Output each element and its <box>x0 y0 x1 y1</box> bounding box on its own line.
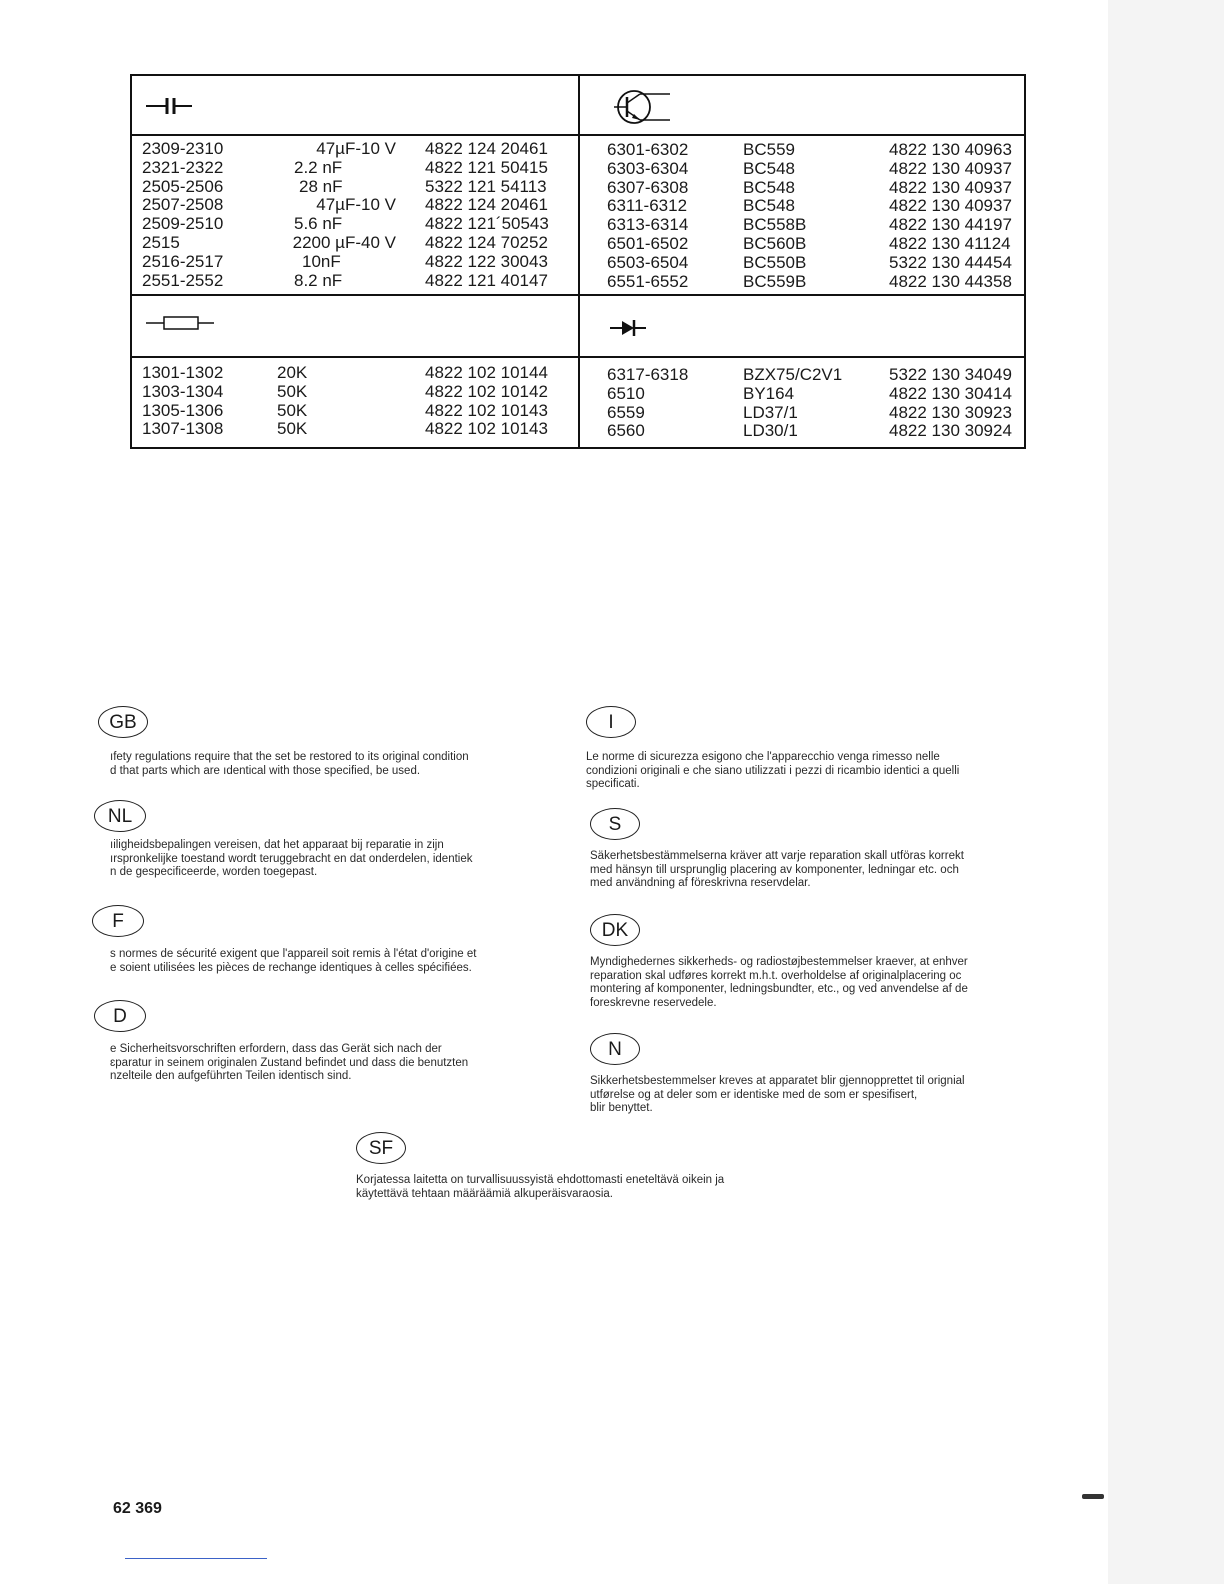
part-ref: 2516-2517 <box>142 251 224 271</box>
part-code: 4822 121 40147 <box>425 270 548 290</box>
diode-list <box>607 366 1022 441</box>
table-row <box>607 160 1022 179</box>
transistor-symbol-icon <box>612 88 672 126</box>
language-badge-nl: NL <box>94 800 146 832</box>
text-line: utførelse og at deler som er identiske med de som er spesifisert, <box>590 1088 918 1101</box>
part-ref: 1301-1302 <box>142 363 224 382</box>
part-code: 4822 102 10144 <box>425 363 548 382</box>
part-ref: 6501-6502 <box>607 233 689 253</box>
part-ref: 2515 <box>142 232 180 252</box>
part-ref: 6311-6312 <box>607 196 688 216</box>
part-ref: 1303-1304 <box>142 381 224 401</box>
safety-text-dk <box>590 956 968 1010</box>
text-line: blir benyttet. <box>590 1102 653 1114</box>
table-row <box>607 235 1022 254</box>
capacitor-list <box>142 140 572 290</box>
part-value: 47µF-10 V <box>316 139 396 158</box>
part-code: 5322 130 34049 <box>889 365 1012 384</box>
table-row <box>142 253 572 272</box>
text-line: Korjatessa laitetta on turvallisuussyistä ehdottomasti eneteltävä oikein ja <box>356 1174 725 1186</box>
part-type: BC560B <box>743 233 807 253</box>
part-type: BC548 <box>743 196 795 216</box>
language-badge-f: F <box>92 905 144 937</box>
part-code: 4822 102 10142 <box>425 381 548 401</box>
row-divider <box>132 134 1024 136</box>
text-line: foreskrevne reservedele. <box>590 996 717 1009</box>
part-code: 4822 121 50415 <box>425 157 548 177</box>
table-row <box>607 216 1022 235</box>
column-divider <box>578 76 580 447</box>
text-line: ɛparatur in seinem originalen Zustand befindet und dass die benutzten <box>110 1056 469 1069</box>
text-line: n de gespecificeerde, worden toegepast. <box>110 866 318 878</box>
text-line: Sikkerhetsbestemmelser kreves at apparatet blir gjennopprettet til orignial <box>590 1075 965 1087</box>
safety-text-i <box>586 751 959 792</box>
part-value: 2.2 nF <box>294 157 343 177</box>
part-value: 20K <box>277 363 308 382</box>
text-line: d that parts which are ıdentical with those specified, be used. <box>110 764 421 777</box>
text-line: condizioni originali e che siano utilizzati i pezzi di ricambio identici a quelli <box>586 764 960 777</box>
language-badge-s: S <box>590 808 640 840</box>
resistor-list <box>142 364 572 439</box>
language-badge-gb: GB <box>98 706 148 738</box>
safety-text-nl <box>110 839 472 880</box>
safety-text-d <box>110 1043 468 1084</box>
part-code: 5322 130 44454 <box>889 252 1012 272</box>
table-row <box>607 273 1022 292</box>
text-line: reparation skal udføres korrekt m.h.t. overholdelse af originalplacering oc <box>590 969 962 982</box>
row-divider <box>132 294 1024 296</box>
safety-text-sf <box>356 1174 724 1201</box>
text-line: med hänsyn till ursprunglig placering av komponenter, ledningar etc. och <box>590 863 959 876</box>
safety-text-s <box>590 850 964 891</box>
part-code: 4822 124 20461 <box>425 139 548 158</box>
part-ref: 2505-2506 <box>142 176 224 196</box>
page-edge-shade <box>1108 0 1224 1584</box>
text-line: ıiligheidsbepalingen vereisen, dat het apparaat bij reparatie in zijn <box>110 839 444 851</box>
text-line: ıfety regulations require that the set be restored to its original condition <box>110 751 469 763</box>
part-value: 50K <box>277 400 308 420</box>
text-line: nzelteile den aufgeführten Teilen identisch sind. <box>110 1070 352 1082</box>
part-ref: 2509-2510 <box>142 214 224 234</box>
part-ref: 6560 <box>607 421 645 441</box>
text-line: med användning af föreskrivna reservdelar. <box>590 877 811 889</box>
part-type: LD30/1 <box>743 421 798 441</box>
part-ref: 6551-6552 <box>607 271 689 291</box>
part-value: 5.6 nF <box>294 214 343 234</box>
table-row <box>142 420 572 439</box>
part-ref: 6503-6504 <box>607 252 689 272</box>
table-row <box>142 159 572 178</box>
row-divider <box>132 356 1024 358</box>
text-line: specificati. <box>586 778 640 790</box>
part-ref: 6301-6302 <box>607 140 689 159</box>
part-ref: 2507-2508 <box>142 195 224 215</box>
safety-text-n <box>590 1075 965 1116</box>
text-line: e Sicherheitsvorschriften erfordern, dass das Gerät sich nach der <box>110 1043 442 1055</box>
table-row <box>142 364 572 383</box>
part-ref: 6559 <box>607 402 645 422</box>
part-ref: 6317-6318 <box>607 365 689 384</box>
diode-symbol-icon <box>608 318 648 338</box>
table-row <box>607 385 1022 404</box>
table-row <box>607 197 1022 216</box>
part-type: BC550B <box>743 252 807 272</box>
table-row <box>607 179 1022 198</box>
part-code: 4822 130 30414 <box>889 383 1012 403</box>
part-code: 5322 121 54113 <box>425 176 547 196</box>
table-row <box>142 140 572 159</box>
text-line: e soient utilisées les pièces de rechange identiques à celles spécifiées. <box>110 961 472 974</box>
text-line: käytettävä tehtaan määräämiä alkuperäisvaraosia. <box>356 1187 613 1200</box>
safety-text-f <box>110 948 476 975</box>
table-row <box>142 178 572 197</box>
language-badge-i: I <box>586 706 636 738</box>
part-code: 4822 124 70252 <box>425 232 548 252</box>
part-type: BC548 <box>743 158 795 178</box>
text-line: Myndighedernes sikkerheds- og radiostøjbestemmelser kraever, at enhver <box>590 956 968 968</box>
language-badge-d: D <box>94 1000 146 1032</box>
part-code: 4822 102 10143 <box>425 419 548 439</box>
transistor-list <box>607 141 1022 291</box>
part-code: 4822 130 30924 <box>889 421 1012 441</box>
language-badge-n: N <box>590 1033 640 1065</box>
text-line: s normes de sécurité exigent que l'appareil soit remis à l'état d'origine et <box>110 948 477 960</box>
part-ref: 6510 <box>607 383 645 403</box>
safety-text-gb <box>110 751 469 778</box>
language-badge-sf: SF <box>356 1132 406 1164</box>
capacitor-symbol-icon <box>144 96 194 116</box>
table-row <box>607 404 1022 423</box>
table-row <box>142 383 572 402</box>
part-type: BZX75/C2V1 <box>743 365 843 384</box>
part-ref: 6313-6314 <box>607 215 689 235</box>
text-line: ırspronkelijke toestand wordt teruggebracht en dat onderdelen, identiek <box>110 852 473 865</box>
part-type: BC559 <box>743 140 795 159</box>
part-value: 50K <box>277 381 308 401</box>
part-type: BC548 <box>743 177 795 197</box>
table-row <box>142 215 572 234</box>
text-line: montering af komponenter, ledningsbundter, etc., og ved anvendelse af de <box>590 983 968 995</box>
part-code: 4822 130 40937 <box>889 158 1012 178</box>
table-row <box>607 141 1022 160</box>
table-row <box>607 366 1022 385</box>
part-value: 8.2 nF <box>294 270 343 290</box>
part-ref: 1305-1306 <box>142 400 224 420</box>
part-value: 28 nF <box>299 176 343 196</box>
table-row <box>142 402 572 421</box>
part-code: 4822 130 40937 <box>889 177 1012 197</box>
table-row <box>142 234 572 253</box>
part-ref: 2309-2310 <box>142 139 224 158</box>
part-code: 4822 130 40937 <box>889 196 1012 216</box>
part-code: 4822 130 40963 <box>889 140 1012 159</box>
part-value: 2200 µF-40 V <box>292 232 396 252</box>
part-code: 4822 130 44358 <box>889 271 1012 291</box>
part-ref: 2551-2552 <box>142 270 224 290</box>
part-ref: 2321-2322 <box>142 157 224 177</box>
part-type: BY164 <box>743 383 795 403</box>
part-code: 4822 122 30043 <box>425 251 548 271</box>
table-row <box>142 272 572 291</box>
part-ref: 1307-1308 <box>142 419 224 439</box>
parts-table <box>130 74 1026 449</box>
table-row <box>607 422 1022 441</box>
text-line: Säkerhetsbestämmelserna kräver att varje reparation skall utföras korrekt <box>590 850 964 862</box>
part-code: 4822 130 30923 <box>889 402 1012 422</box>
part-value: 47µF-10 V <box>316 195 396 215</box>
text-line: Le norme di sicurezza esigono che l'apparecchio venga rimesso nelle <box>586 751 940 763</box>
part-code: 4822 121´50543 <box>425 214 549 234</box>
part-code: 4822 130 41124 <box>889 233 1011 253</box>
table-row <box>142 196 572 215</box>
part-code: 4822 130 44197 <box>889 215 1012 235</box>
part-type: BC559B <box>743 271 807 291</box>
part-type: LD37/1 <box>743 402 798 422</box>
part-code: 4822 124 20461 <box>425 195 548 215</box>
footer-rule <box>125 1558 267 1559</box>
scan-mark <box>1082 1494 1104 1499</box>
resistor-symbol-icon <box>144 314 216 332</box>
part-value: 10nF <box>302 251 341 271</box>
part-type: BC558B <box>743 215 807 235</box>
part-value: 50K <box>277 419 308 439</box>
page-code: 62 369 <box>113 1500 162 1517</box>
language-badge-dk: DK <box>590 914 640 946</box>
part-ref: 6307-6308 <box>607 177 689 197</box>
table-row <box>607 254 1022 273</box>
part-ref: 6303-6304 <box>607 158 689 178</box>
part-code: 4822 102 10143 <box>425 400 548 420</box>
